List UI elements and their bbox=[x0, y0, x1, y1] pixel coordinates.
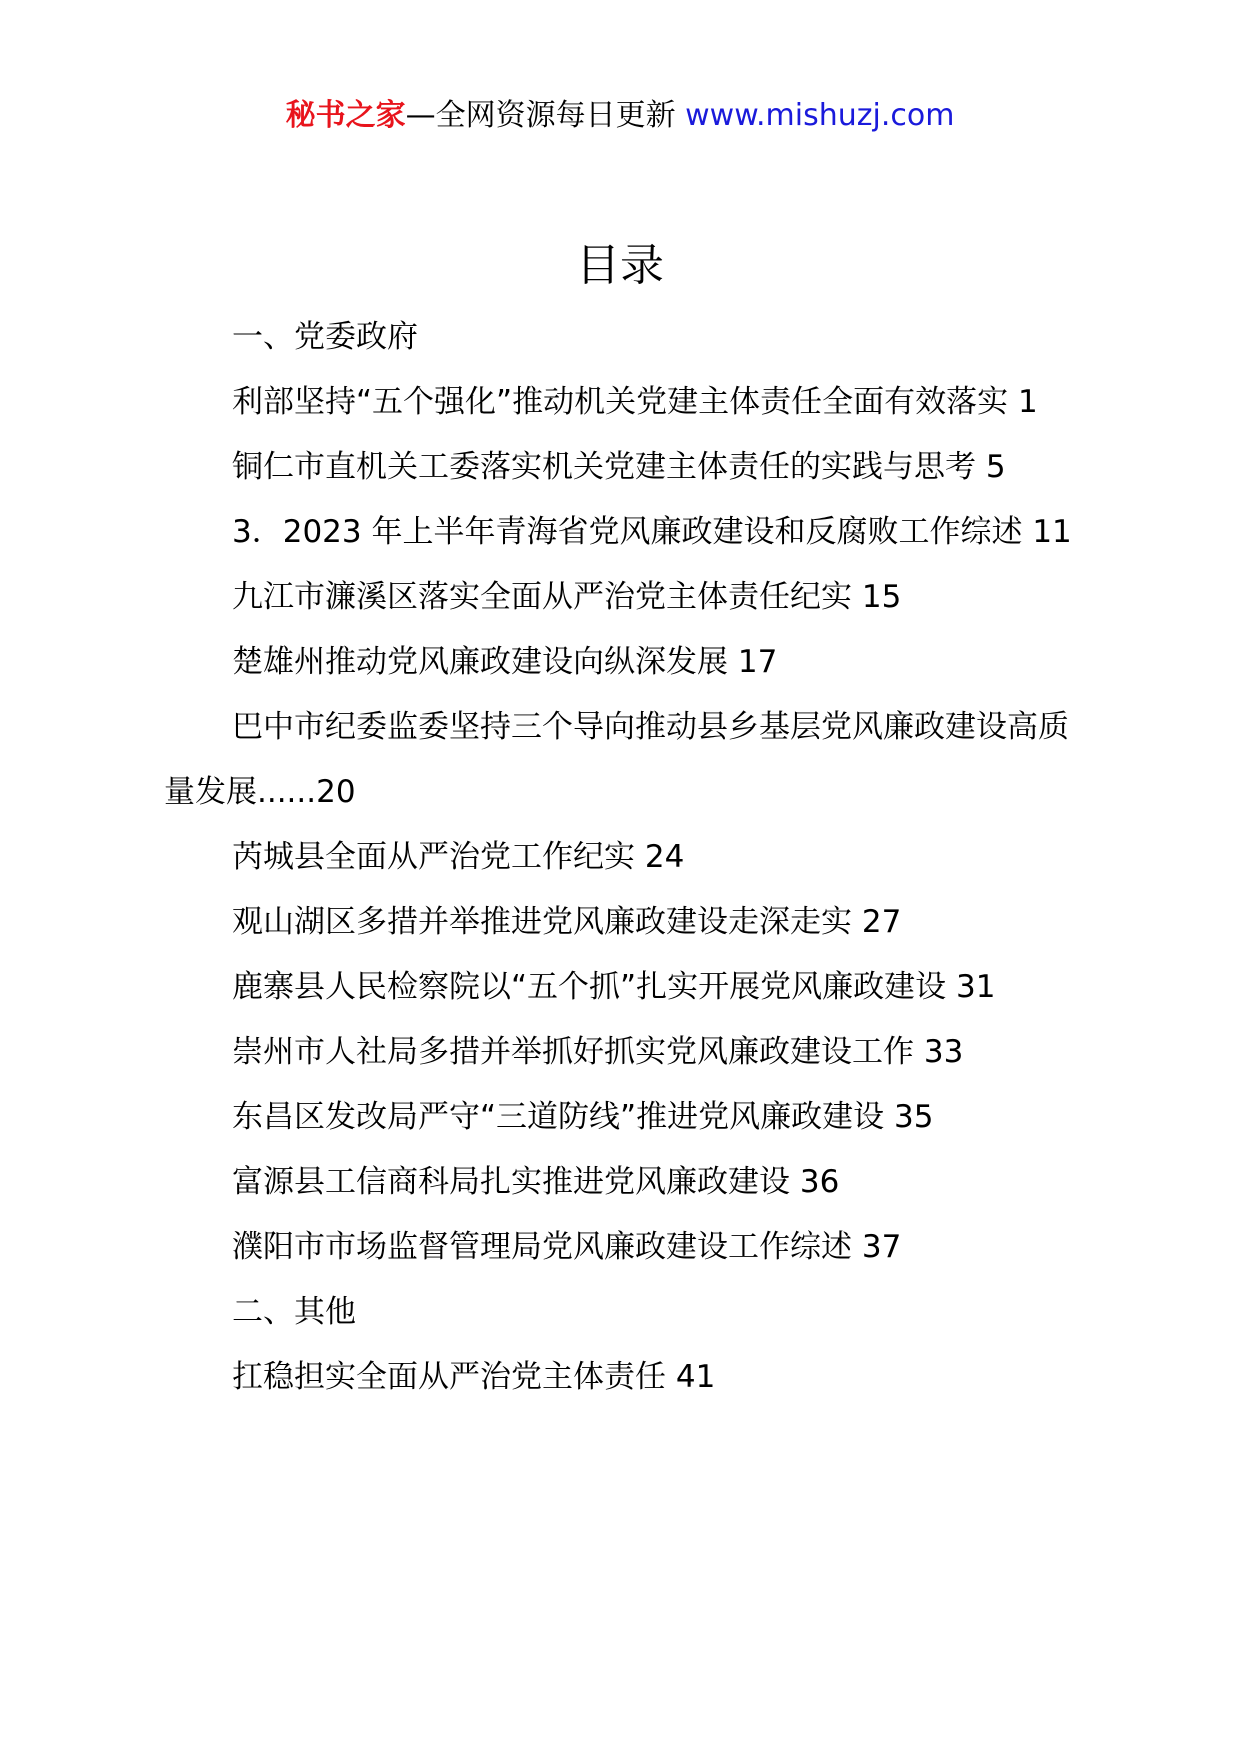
table-of-contents bbox=[164, 305, 1084, 1410]
toc-entry: 富源县工信商科局扎实推进党风廉政建设 36 bbox=[232, 1164, 840, 1200]
toc-entry: 鹿寨县人民检察院以“五个抓”扎实开展党风廉政建设 31 bbox=[232, 969, 996, 1005]
toc-section-heading: 一、党委政府 bbox=[232, 319, 418, 355]
toc-entry: 芮城县全面从严治党工作纪实 24 bbox=[232, 839, 685, 875]
toc-entry: 东昌区发改局严守“三道防线”推进党风廉政建设 35 bbox=[232, 1099, 934, 1135]
toc-entry: 濮阳市市场监督管理局党风廉政建设工作综述 37 bbox=[232, 1229, 902, 1265]
toc-entry: 3．2023 年上半年青海省党风廉政建设和反腐败工作综述 11 bbox=[232, 514, 1072, 550]
toc-entry: 扛稳担实全面从严治党主体责任 41 bbox=[232, 1359, 716, 1395]
toc-entry: 崇州市人社局多措并举抓好抓实党风廉政建设工作 33 bbox=[232, 1034, 964, 1070]
toc-entry: 利部坚持“五个强化”推动机关党建主体责任全面有效落实 1 bbox=[232, 384, 1038, 420]
toc-entry: 九江市濂溪区落实全面从严治党主体责任纪实 15 bbox=[232, 579, 902, 615]
site-url-link[interactable]: www.mishuzj.com bbox=[685, 98, 955, 133]
page-title: 目录 bbox=[576, 240, 664, 291]
toc-entry: 观山湖区多措并举推进党风廉政建设走深走实 27 bbox=[232, 904, 902, 940]
brand-name: 秘书之家 bbox=[285, 98, 406, 133]
header-slogan: —全网资源每日更新 bbox=[405, 98, 676, 133]
toc-entry: 铜仁市直机关工委落实机关党建主体责任的实践与思考 5 bbox=[232, 449, 1006, 485]
site-header bbox=[0, 96, 1240, 136]
toc-entry: 巴中市纪委监委坚持三个导向推动县乡基层党风廉政建设高质量发展......20 bbox=[164, 709, 1069, 810]
toc-entry: 楚雄州推动党风廉政建设向纵深发展 17 bbox=[232, 644, 778, 680]
toc-section-heading: 二、其他 bbox=[232, 1294, 356, 1330]
